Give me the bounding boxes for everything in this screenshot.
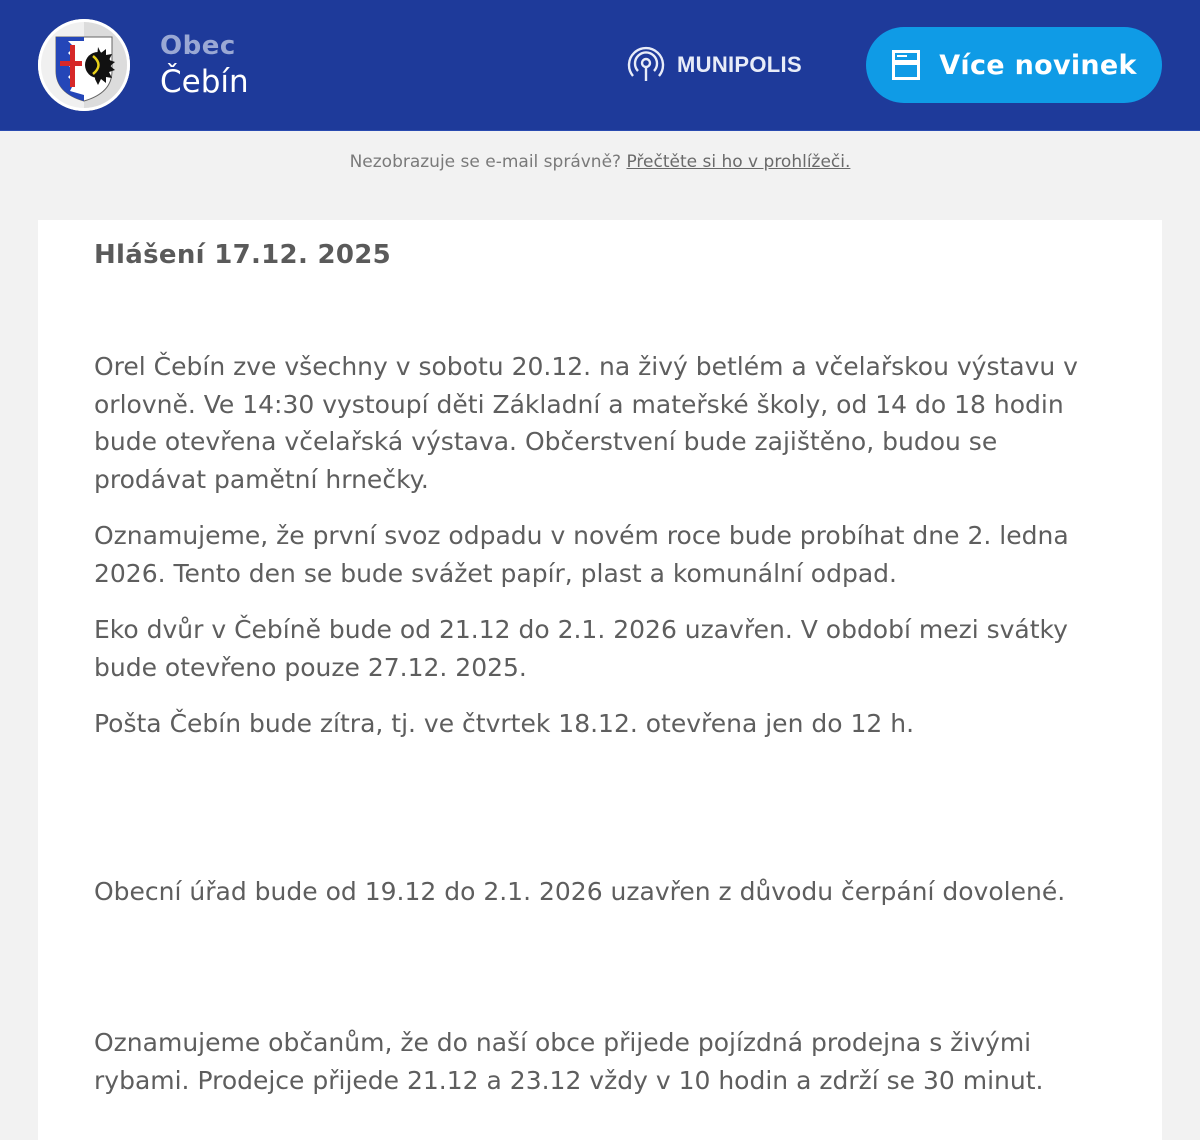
newspaper-icon [891,49,921,81]
announcement-paragraph: Oznamujeme, že první svoz odpadu v novém roce bude probíhat dne 2. ledna 2026. Tento den se bude svážet papír, plast a komunální odpad. [94,521,1069,588]
more-news-label: Více novinek [939,49,1137,81]
announcement-title: Hlášení 17.12. 2025 [94,240,392,270]
coat-of-arms-logo[interactable] [38,19,130,111]
munipolis-label: MUNIPOLIS [677,52,802,77]
announcement-paragraph: Orel Čebín zve všechny v sobotu 20.12. na živý betlém a včelařskou výstavu v orlovně. Ve 14:30 vystoupí děti Základní a mateřské školy, od 14 do 18 hodin bude otevřena včelařská výstava. Občerstvení bude zajištěno, budou se prodávat pamětní hrnečky. [94,352,1078,494]
announcement-paragraph: Pošta Čebín bude zítra, tj. ve čtvrtek 18.12. otevřena jen do 12 h. [94,709,915,738]
town-name: Čebín [160,64,249,100]
browser-notice [0,152,1200,172]
more-news-button[interactable] [866,27,1162,103]
announcement-paragraph: Obecní úřad bude od 19.12 do 2.1. 2026 uzavřen z důvodu čerpání dovolené. [94,877,1066,906]
email-header [0,0,1200,131]
announcement-paragraph: Oznamujeme občanům, že do naší obce přijede pojízdná prodejna s živými rybami. Prodejce přijede 21.12 a 23.12 vždy v 10 hodin a zdrží se 30 minut. [94,1028,1044,1095]
coat-of-arms-icon [38,19,130,111]
town-prefix: Obec [160,31,236,61]
broadcast-signal-icon [627,45,665,85]
announcement-card [38,220,1162,1140]
browser-notice-text: Nezobrazuje se e-mail správně? [349,152,622,172]
announcement-paragraph: Eko dvůr v Čebíně bude od 21.12 do 2.1. 2026 uzavřen. V období mezi svátky bude otevřeno pouze 27.12. 2025. [94,615,1068,682]
view-in-browser-link[interactable]: Přečtěte si ho v prohlížeči. [626,152,851,172]
munipolis-brand-link[interactable] [627,45,802,85]
